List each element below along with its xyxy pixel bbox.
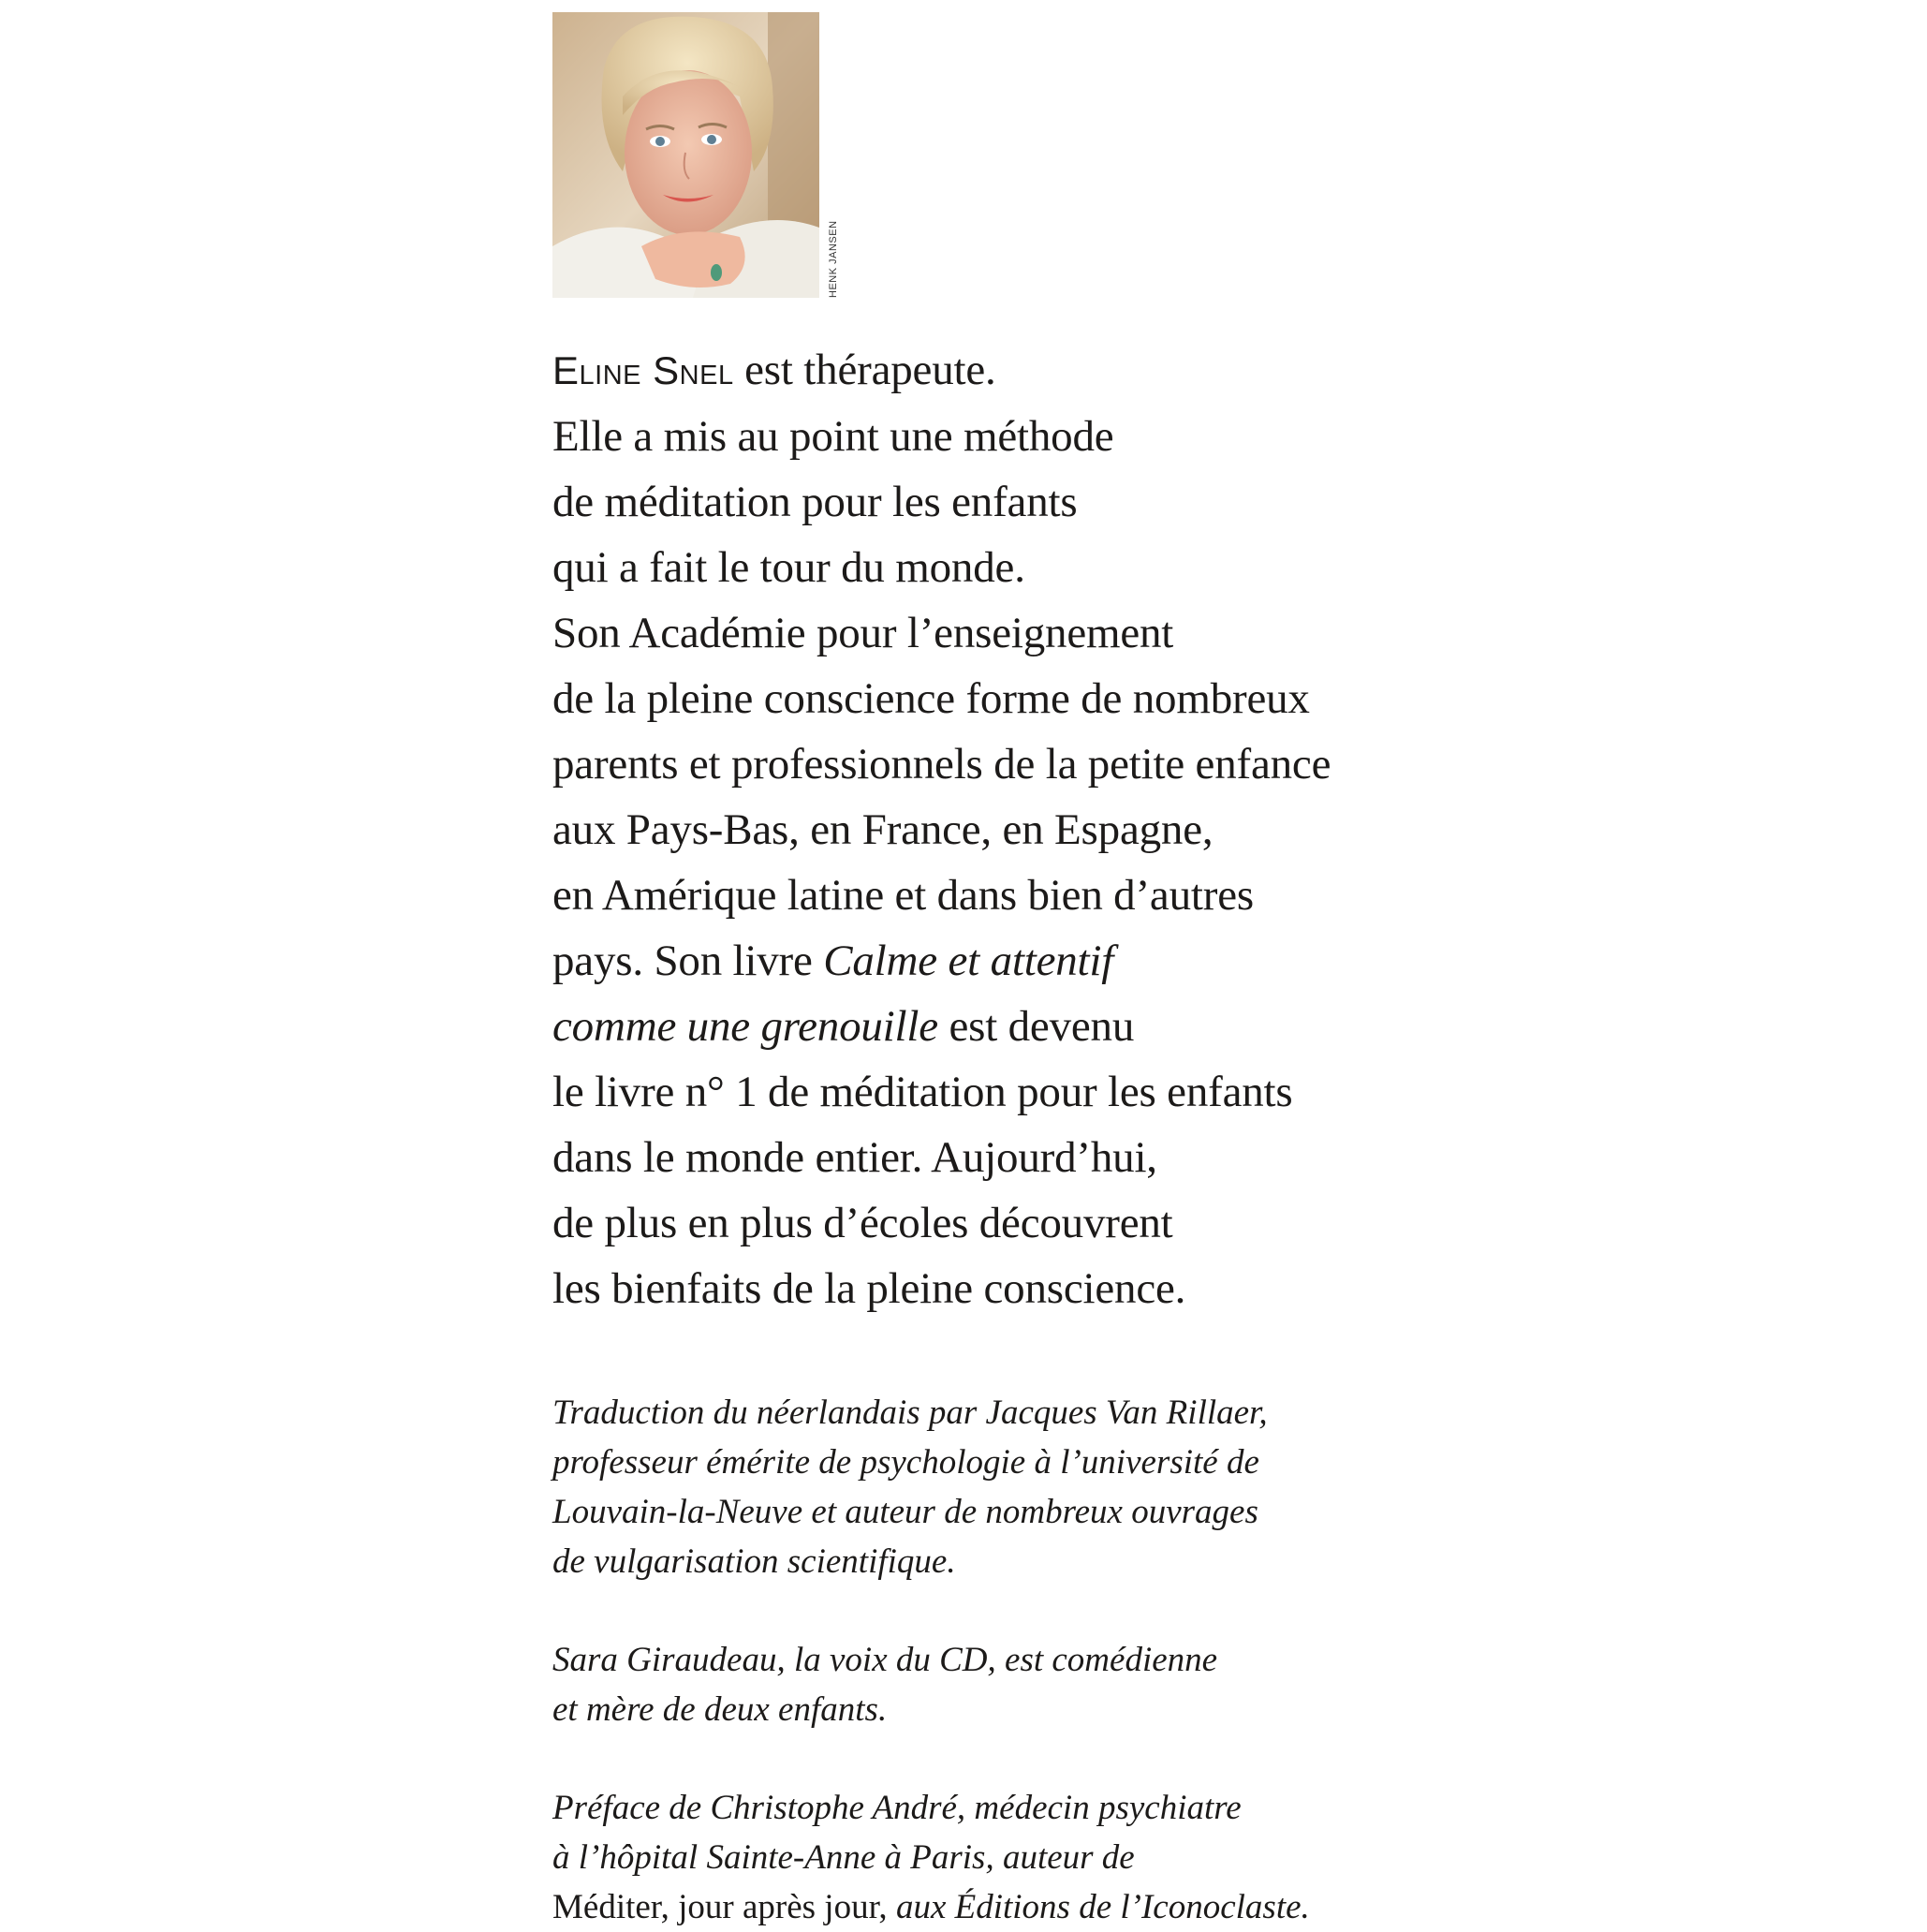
credit-line <box>552 1882 1489 1932</box>
bio-line: dans le monde entier. Aujourd’hui, <box>552 1133 1157 1182</box>
bio-text: est devenu <box>937 1002 1135 1051</box>
bio-line: Son Académie pour l’enseignement <box>552 609 1174 657</box>
bio-line: de plus en plus d’écoles découvrent <box>552 1199 1173 1247</box>
credit-line: à l’hôpital Sainte-Anne à Paris, auteur de <box>552 1838 1135 1877</box>
bio-line: Elle a mis au point une méthode <box>552 412 1114 461</box>
credit-line: de vulgarisation scientifique. <box>552 1542 956 1581</box>
credit-line: professeur émérite de psychologie à l’université de <box>552 1443 1259 1482</box>
photo-credit: HENK JANSEN <box>828 220 839 298</box>
bio-line: de la pleine conscience forme de nombreux <box>552 674 1310 723</box>
credit-line: Louvain-la-Neuve et auteur de nombreux ouvrages <box>552 1493 1258 1531</box>
book-title: comme une grenouille <box>552 1002 938 1051</box>
credits-section <box>552 1388 1489 1932</box>
bio-line: aux Pays-Bas, en France, en Espagne, <box>552 805 1214 854</box>
bio-text: est thérapeute. <box>733 346 996 394</box>
bio-line: parents et professionnels de la petite enfance <box>552 740 1331 789</box>
author-photo <box>552 12 819 298</box>
credit-text: aux Éditions de l’Iconoclaste. <box>887 1888 1310 1926</box>
author-name: Eline Snel <box>552 348 734 392</box>
credit-line: Préface de Christophe André, médecin psychiatre <box>552 1789 1242 1827</box>
credit-line: Sara Giraudeau, la voix du CD, est comédienne <box>552 1641 1218 1679</box>
bio-line: le livre n° 1 de méditation pour les enfants <box>552 1068 1293 1116</box>
translation-credit <box>552 1388 1489 1586</box>
bio-line: en Amérique latine et dans bien d’autres <box>552 871 1254 920</box>
credit-line: et mère de deux enfants. <box>552 1690 888 1729</box>
bio-text: pays. Son livre <box>552 937 824 985</box>
voice-credit <box>552 1635 1489 1734</box>
author-portrait-image <box>552 12 819 298</box>
author-photo-frame <box>552 12 819 298</box>
bio-line <box>552 994 1489 1059</box>
book-title: Méditer, jour après jour, <box>552 1888 888 1926</box>
preface-credit <box>552 1783 1489 1932</box>
credit-line: Traduction du néerlandais par Jacques Van Rillaer, <box>552 1394 1268 1432</box>
bio-line: de méditation pour les enfants <box>552 478 1078 526</box>
bio-line: qui a fait le tour du monde. <box>552 543 1025 592</box>
book-title: Calme et attentif <box>823 937 1114 985</box>
bio-line <box>552 337 1489 404</box>
bio-line: les bienfaits de la pleine conscience. <box>552 1264 1186 1313</box>
author-biography <box>552 337 1489 1321</box>
bio-line <box>552 928 1489 994</box>
